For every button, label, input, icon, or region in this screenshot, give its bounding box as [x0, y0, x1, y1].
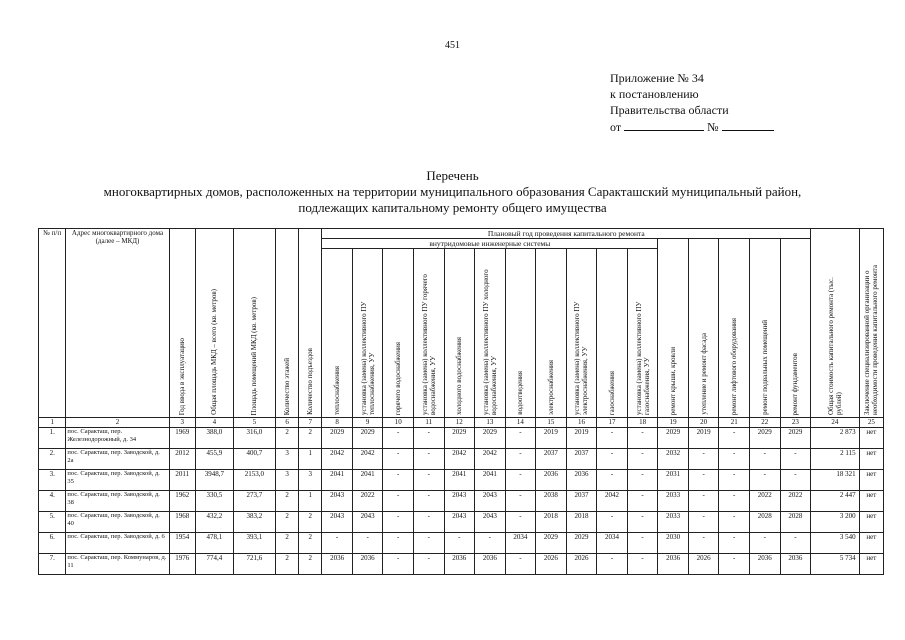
table-cell: - — [627, 554, 658, 575]
table-row — [39, 512, 884, 533]
table-cell: 2036 — [475, 554, 506, 575]
table-cell: - — [383, 512, 414, 533]
header-heating-label: теплоснабжения — [333, 366, 342, 415]
table-cell: 18 321 — [811, 470, 859, 491]
table-cell: - — [597, 554, 628, 575]
header-premises-area-label: Площадь помещений МКД (кв. метров) — [250, 296, 259, 415]
table-cell: - — [505, 428, 536, 449]
table-cell: - — [505, 554, 536, 575]
address-cell: пос. Саракташ, пер. Заводской, д. 6 — [66, 533, 169, 554]
header-hot-water-meter-label: установка (замена) коллективного ПУ горячего водоснабжения, УУ — [420, 274, 437, 415]
table-cell: нет — [859, 470, 883, 491]
header-hot-water — [383, 249, 414, 418]
number-sign: № — [707, 120, 719, 134]
date-prefix: от — [610, 120, 622, 134]
header-foundation-repair — [780, 239, 811, 418]
header-hot-water-label: горячего водоснабжения — [394, 341, 403, 415]
table-cell: 721,6 — [233, 554, 275, 575]
table-cell: - — [688, 470, 719, 491]
table-cell: нет — [859, 533, 883, 554]
table-cell: 2 — [275, 491, 298, 512]
table-cell: - — [749, 449, 780, 470]
table-cell: - — [780, 470, 811, 491]
header-roof-repair — [658, 239, 689, 418]
table-cell: 1969 — [169, 428, 195, 449]
table-cell: 3 200 — [811, 512, 859, 533]
row-number-cell: 7. — [39, 554, 66, 575]
table-cell: 393,1 — [233, 533, 275, 554]
column-number: 9 — [352, 418, 383, 428]
table-cell: 2019 — [566, 428, 597, 449]
column-number: 10 — [383, 418, 414, 428]
header-hot-water-meter — [413, 249, 444, 418]
header-basement-repair-label: ремонт подвальных помещений — [760, 320, 769, 415]
table-cell: 2036 — [444, 554, 475, 575]
table-row — [39, 491, 884, 512]
table-cell: 2038 — [536, 491, 567, 512]
title-line-2: многоквартирных домов, расположенных на территории муниципального образования Саракташский муниципальный район, — [103, 184, 802, 199]
address-cell: пос. Саракташ, пер. Заводской, д. 38 — [66, 491, 169, 512]
header-basement-repair — [749, 239, 780, 418]
table-cell: 2034 — [597, 533, 628, 554]
table-cell: - — [719, 449, 750, 470]
column-number: 20 — [688, 418, 719, 428]
table-cell: 2022 — [352, 491, 383, 512]
table-cell: - — [688, 533, 719, 554]
table-cell: 2 — [275, 533, 298, 554]
table-cell: 330,5 — [195, 491, 233, 512]
table-row — [39, 533, 884, 554]
column-number: 14 — [505, 418, 536, 428]
table-cell: 2029 — [475, 428, 506, 449]
column-number: 16 — [566, 418, 597, 428]
table-cell: 2041 — [475, 470, 506, 491]
table-cell: 2043 — [475, 491, 506, 512]
address-cell: пос. Саракташ, пер. Железнодорожный, д. 34 — [66, 428, 169, 449]
header-heating — [322, 249, 353, 418]
table-cell: 5 734 — [811, 554, 859, 575]
table-cell: - — [383, 449, 414, 470]
header-cold-water-meter — [475, 249, 506, 418]
table-cell: - — [383, 533, 414, 554]
table-cell: 316,0 — [233, 428, 275, 449]
table-cell: 774,4 — [195, 554, 233, 575]
annex-block — [610, 70, 774, 135]
table-cell: - — [627, 449, 658, 470]
table-cell: 1962 — [169, 491, 195, 512]
table-row — [39, 449, 884, 470]
table-cell: 2042 — [475, 449, 506, 470]
table-cell: 2029 — [536, 533, 567, 554]
column-number: 25 — [859, 418, 883, 428]
table-cell: - — [627, 428, 658, 449]
table-cell: 2028 — [780, 512, 811, 533]
table-cell: - — [352, 533, 383, 554]
header-cold-water-label: холодного водоснабжения — [455, 337, 464, 415]
table-cell: 2026 — [688, 554, 719, 575]
table-cell: - — [383, 491, 414, 512]
table-cell: 2 — [275, 428, 298, 449]
column-number: 3 — [169, 418, 195, 428]
table-cell: 2043 — [322, 512, 353, 533]
table-cell: - — [627, 533, 658, 554]
table-cell: - — [719, 428, 750, 449]
table-cell: 2022 — [749, 491, 780, 512]
table-cell: 2042 — [444, 449, 475, 470]
table-cell: 2029 — [749, 428, 780, 449]
table-cell: 2029 — [566, 533, 597, 554]
table-cell: 2033 — [658, 491, 689, 512]
table-cell: - — [383, 470, 414, 491]
table-cell: 3 — [275, 449, 298, 470]
table-cell: 2 — [275, 554, 298, 575]
header-electricity-label: электроснабжения — [546, 359, 555, 415]
table-cell: 2 — [299, 512, 322, 533]
address-cell: пос. Саракташ, пер. Заводской, д. 2а — [66, 449, 169, 470]
table-cell: 2022 — [780, 491, 811, 512]
column-number: 23 — [780, 418, 811, 428]
table-cell: - — [413, 449, 444, 470]
table-cell: 388,0 — [195, 428, 233, 449]
annex-line-3: Правительства области — [610, 103, 729, 117]
table-cell: 2019 — [536, 428, 567, 449]
table-cell: 455,9 — [195, 449, 233, 470]
row-number-cell: 3. — [39, 470, 66, 491]
header-address: Адрес многоквартирного дома (далее – МКД) — [66, 229, 169, 418]
table-cell: 400,7 — [233, 449, 275, 470]
table-cell: 2041 — [322, 470, 353, 491]
table-cell: 1976 — [169, 554, 195, 575]
table-cell: 2 — [299, 554, 322, 575]
header-cold-water-meter-label: установка (замена) коллективного ПУ холодного водоснабжения, УУ — [481, 269, 498, 415]
table-cell: - — [413, 470, 444, 491]
table-cell: - — [413, 512, 444, 533]
table-cell: - — [597, 470, 628, 491]
table-cell: - — [780, 533, 811, 554]
header-premises-area — [233, 229, 275, 418]
header-no: № п/п — [39, 229, 66, 418]
column-number: 12 — [444, 418, 475, 428]
header-electricity — [536, 249, 567, 418]
table-cell: 2043 — [322, 491, 353, 512]
table-cell: - — [505, 512, 536, 533]
document-title — [20, 168, 885, 216]
table-cell: 2036 — [749, 554, 780, 575]
table-cell: - — [444, 533, 475, 554]
table-cell: 1 — [299, 491, 322, 512]
header-facade-repair — [688, 239, 719, 418]
header-roof-repair-label: ремонт крыши, кровли — [669, 346, 678, 415]
table-cell: 2028 — [749, 512, 780, 533]
table-cell: 2 — [275, 512, 298, 533]
table-cell: 2036 — [536, 470, 567, 491]
table-cell: 383,2 — [233, 512, 275, 533]
page-number: 451 — [445, 40, 460, 51]
table-cell: 2 — [299, 428, 322, 449]
header-entrances-label: Количество подъездов — [306, 348, 315, 415]
header-heating-meter — [352, 249, 383, 418]
table-cell: 2043 — [352, 512, 383, 533]
table-cell: 2030 — [658, 533, 689, 554]
table-cell: нет — [859, 449, 883, 470]
table-cell: - — [413, 428, 444, 449]
annex-line-2: к постановлению — [610, 87, 699, 101]
table-cell: - — [749, 470, 780, 491]
table-cell: нет — [859, 428, 883, 449]
table-cell: - — [688, 512, 719, 533]
table-cell: нет — [859, 512, 883, 533]
header-facade-repair-label: утепление и ремонт фасада — [699, 333, 708, 415]
table-cell: - — [413, 533, 444, 554]
table-cell: 273,7 — [233, 491, 275, 512]
table-cell: - — [627, 491, 658, 512]
row-number-cell: 6. — [39, 533, 66, 554]
table-cell: 2 873 — [811, 428, 859, 449]
table-cell: 2037 — [536, 449, 567, 470]
header-total-cost — [811, 229, 859, 418]
handwritten-number — [722, 118, 774, 131]
table-cell: 2012 — [169, 449, 195, 470]
table-cell: 2018 — [566, 512, 597, 533]
table-cell: 1954 — [169, 533, 195, 554]
table-row — [39, 554, 884, 575]
address-cell: пос. Саракташ, пер. Коммунаров, д. 11 — [66, 554, 169, 575]
table-cell: - — [597, 449, 628, 470]
table-cell: 2037 — [566, 491, 597, 512]
table-cell: 2036 — [352, 554, 383, 575]
table-cell: - — [780, 449, 811, 470]
table-cell: 2153,0 — [233, 470, 275, 491]
table-cell: - — [719, 470, 750, 491]
table-cell: 2029 — [658, 428, 689, 449]
header-gas-meter — [627, 249, 658, 418]
table-cell: 3948,7 — [195, 470, 233, 491]
header-heating-meter-label: установка (замена) коллективного ПУ теплоснабжения, УУ — [359, 301, 376, 415]
table-cell: 2036 — [322, 554, 353, 575]
annex-date-line — [610, 118, 774, 135]
header-cold-water — [444, 249, 475, 418]
table-cell: 2 — [299, 533, 322, 554]
table-cell: 2033 — [658, 512, 689, 533]
column-number: 11 — [413, 418, 444, 428]
title-line-1: Перечень — [426, 168, 479, 183]
table-cell: - — [413, 491, 444, 512]
table-cell: 3 — [299, 470, 322, 491]
table-cell: 2034 — [505, 533, 536, 554]
table-cell: - — [749, 533, 780, 554]
table-cell: 2 447 — [811, 491, 859, 512]
table-cell: 1 — [299, 449, 322, 470]
column-number: 18 — [627, 418, 658, 428]
table-cell: - — [719, 554, 750, 575]
column-number: 21 — [719, 418, 750, 428]
address-cell: пос. Саракташ, пер. Заводской, д. 40 — [66, 512, 169, 533]
header-gas-meter-label: установка (замена) коллективного ПУ газоснабжения, УУ — [634, 301, 651, 415]
table-cell: - — [719, 533, 750, 554]
annex-line-1: Приложение № 34 — [610, 71, 704, 85]
row-number-cell: 5. — [39, 512, 66, 533]
header-floors — [275, 229, 298, 418]
table-cell: 3 — [275, 470, 298, 491]
table-cell: 2029 — [780, 428, 811, 449]
row-number-cell: 2. — [39, 449, 66, 470]
table-cell: - — [627, 470, 658, 491]
column-number: 13 — [475, 418, 506, 428]
table-cell: - — [719, 512, 750, 533]
header-total-cost-label: Общая стоимость капитального ремонта (тыс. рублей) — [826, 277, 843, 415]
header-entrances — [299, 229, 322, 418]
table-cell: - — [688, 491, 719, 512]
handwritten-date — [624, 118, 704, 131]
header-electricity-meter — [566, 249, 597, 418]
column-number: 17 — [597, 418, 628, 428]
row-number-cell: 4. — [39, 491, 66, 512]
table-cell: 2019 — [688, 428, 719, 449]
column-number: 4 — [195, 418, 233, 428]
table-cell: - — [505, 449, 536, 470]
column-number: 1 — [39, 418, 66, 428]
column-number: 5 — [233, 418, 275, 428]
address-cell: пос. Саракташ, пер. Заводской, д. 35 — [66, 470, 169, 491]
header-conclusion — [859, 229, 883, 418]
table-cell: - — [475, 533, 506, 554]
column-number: 7 — [299, 418, 322, 428]
table-body — [39, 428, 884, 575]
housing-register-table — [38, 228, 884, 575]
table-cell: 2029 — [322, 428, 353, 449]
table-cell: - — [383, 554, 414, 575]
table-cell: 2042 — [322, 449, 353, 470]
table-cell: - — [688, 449, 719, 470]
table-cell: - — [413, 554, 444, 575]
table-cell: 2042 — [352, 449, 383, 470]
header-total-area-label: Общая площадь МКД – всего (кв. метров) — [210, 289, 219, 415]
table-cell: 2029 — [444, 428, 475, 449]
table-row — [39, 470, 884, 491]
table-cell: - — [627, 512, 658, 533]
column-number-row — [39, 418, 884, 428]
header-drainage-label: водоотведения — [516, 371, 525, 415]
header-planned-year: Плановый год проведения капитального ремонта — [322, 229, 811, 239]
table-cell: - — [597, 428, 628, 449]
table-cell: - — [505, 470, 536, 491]
table-cell: 2042 — [597, 491, 628, 512]
column-number: 19 — [658, 418, 689, 428]
header-year-built-label: Год ввода в эксплуатацию — [178, 337, 187, 415]
table-cell: 2036 — [658, 554, 689, 575]
table-cell: 2018 — [536, 512, 567, 533]
table-cell: 1968 — [169, 512, 195, 533]
table-cell: 2037 — [566, 449, 597, 470]
column-number: 2 — [66, 418, 169, 428]
row-number-cell: 1. — [39, 428, 66, 449]
column-number: 22 — [749, 418, 780, 428]
header-foundation-repair-label: ремонт фундаментов — [791, 352, 800, 415]
header-elevator-repair-label: ремонт лифтового оборудования — [730, 317, 739, 415]
column-number: 24 — [811, 418, 859, 428]
column-number: 8 — [322, 418, 353, 428]
title-line-3: подлежащих капитальному ремонту общего имущества — [298, 200, 607, 215]
header-total-area — [195, 229, 233, 418]
header-gas — [597, 249, 628, 418]
table-cell: 2043 — [444, 491, 475, 512]
table-cell: 2031 — [658, 470, 689, 491]
table-cell: 432,2 — [195, 512, 233, 533]
table-cell: нет — [859, 554, 883, 575]
header-electricity-meter-label: установка (замена) коллективного ПУ электроснабжения, УУ — [573, 301, 590, 415]
table-cell: 2043 — [475, 512, 506, 533]
table-cell: - — [719, 491, 750, 512]
table-cell: 2036 — [780, 554, 811, 575]
table-cell: - — [505, 491, 536, 512]
header-conclusion-label: Заключение специализированной организации о необходимости проведения капитального ремонта — [863, 265, 880, 415]
table-cell: 2036 — [566, 470, 597, 491]
header-internal-systems: внутридомовые инженерные системы — [322, 239, 658, 249]
table-cell: 2011 — [169, 470, 195, 491]
table-cell: 478,1 — [195, 533, 233, 554]
table-cell: 2043 — [444, 512, 475, 533]
table-cell: - — [597, 512, 628, 533]
table-cell: 2041 — [352, 470, 383, 491]
table-row — [39, 428, 884, 449]
table-cell: 2041 — [444, 470, 475, 491]
table-cell: 2026 — [536, 554, 567, 575]
table-cell: нет — [859, 491, 883, 512]
header-year-built — [169, 229, 195, 418]
column-number: 15 — [536, 418, 567, 428]
table-cell: - — [383, 428, 414, 449]
table-cell: - — [322, 533, 353, 554]
column-number: 6 — [275, 418, 298, 428]
header-gas-label: газоснабжения — [608, 370, 617, 415]
table-cell: 2029 — [352, 428, 383, 449]
header-floors-label: Количество этажей — [283, 357, 292, 415]
table-cell: 3 540 — [811, 533, 859, 554]
table-cell: 2026 — [566, 554, 597, 575]
table-cell: 2 115 — [811, 449, 859, 470]
header-drainage — [505, 249, 536, 418]
header-elevator-repair — [719, 239, 750, 418]
table-cell: 2032 — [658, 449, 689, 470]
